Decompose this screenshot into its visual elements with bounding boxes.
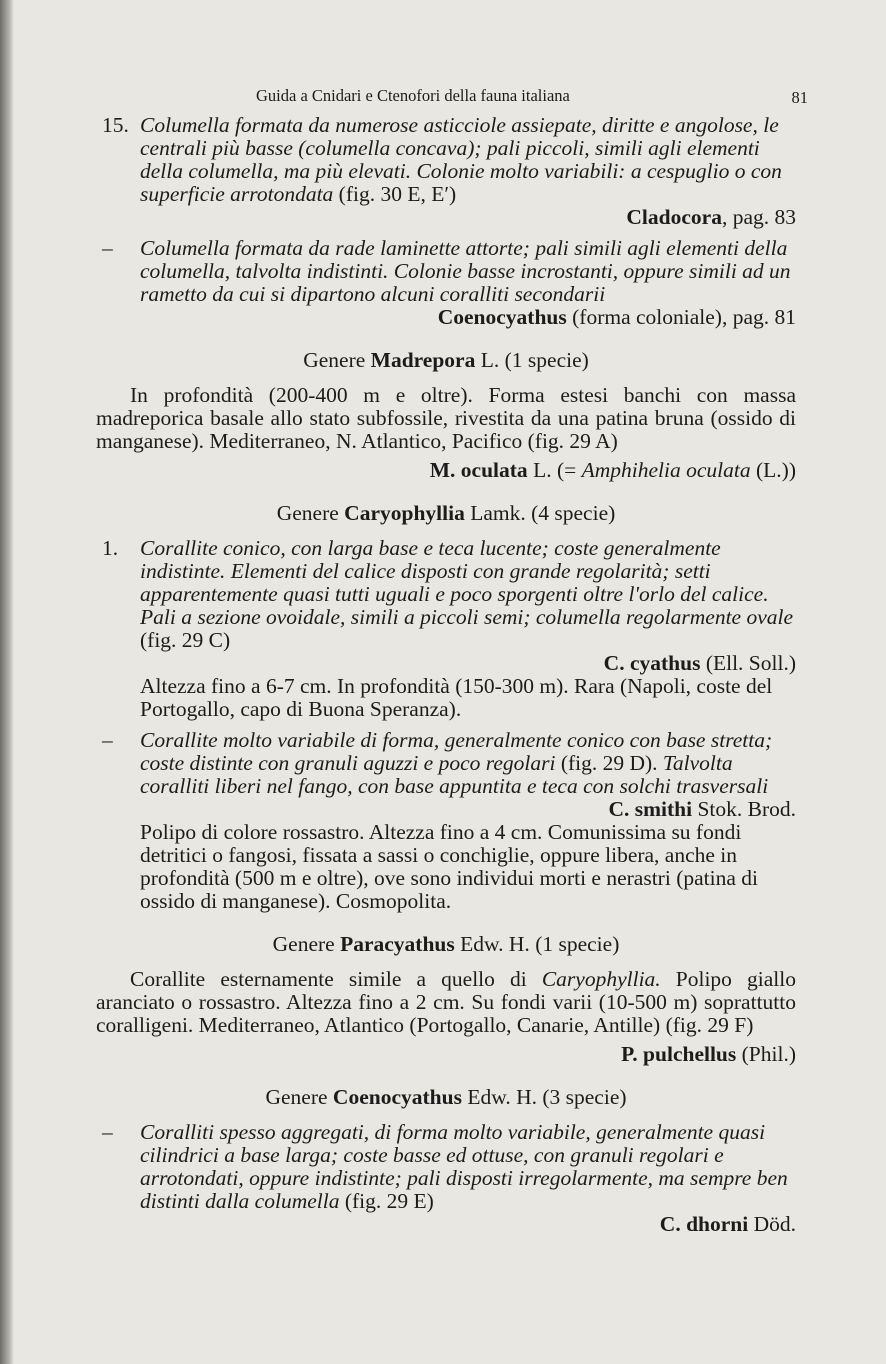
species-name: P. pulchellus [621, 1042, 737, 1066]
genus-author: Lamk. [470, 501, 526, 525]
genus-species-count: (1 specie) [535, 932, 620, 956]
key-text-continued: Talvolta coralliti liberi nel fango, con base appuntita e teca con solchi trasversali [140, 751, 769, 798]
synonym-suffix: (L.)) [756, 458, 796, 482]
species-name: C. cyathus [603, 651, 701, 675]
species-author: Stok. Brod. [697, 797, 796, 821]
book-spine-shadow [0, 0, 14, 1364]
description-genus-ref: Caryophyllia. [541, 967, 661, 991]
species-name: M. oculata [429, 458, 528, 482]
figure-ref: (fig. 30 E, E′) [338, 182, 457, 206]
genus-name: Paracyathus [340, 932, 455, 956]
species-line [140, 1213, 796, 1236]
species-description: Polipo di colore rossastro. Altezza fino a 4 cm. Comunissima su fondi detritici o fangosi, fissata a sassi o conchiglie, oppure libera, anche in profondità (500 m e oltre), ove sono individui morti e nerastri (patina di ossido di manganese). Cosmopolita. [140, 820, 758, 913]
synonym-prefix: (= [556, 458, 577, 482]
figure-ref: (fig. 29 E) [344, 1189, 434, 1213]
key-result [140, 306, 796, 329]
species-author: L. [533, 458, 552, 482]
key-entry-15-alt [96, 237, 796, 329]
genus-species-count: (3 specie) [542, 1085, 627, 1109]
species-author: (Ell. Soll.) [705, 651, 796, 675]
genus-author: Edw. H. [467, 1085, 537, 1109]
key-text: Columella formata da rade laminette attorte; pali simili agli elementi della columella, talvolta indistinti. Colonie basse incrostanti, oppure simili ad un rametto da cui si dipartono alcuni coralliti secondarii [140, 236, 791, 306]
key-result-name: Cladocora [626, 205, 722, 229]
key-entry-1-alt [96, 729, 796, 913]
genus-heading-caryophyllia [96, 502, 796, 525]
genus-heading-paracyathus [96, 933, 796, 956]
genus-prefix: Genere [276, 501, 339, 525]
key-result: Cladocora, pag. 83 [626, 205, 796, 229]
key-result-note: (forma coloniale), [572, 305, 728, 329]
species-line [96, 459, 796, 482]
genus-name: Madrepora [370, 348, 476, 372]
genus-prefix: Genere [265, 1085, 328, 1109]
key-entry-15 [96, 114, 796, 229]
synonym-name: Amphihelia oculata [581, 458, 751, 482]
genus-prefix: Genere [272, 932, 335, 956]
species-line [140, 652, 796, 675]
key-marker: 1. [102, 536, 119, 560]
species-author: Död. [753, 1212, 796, 1236]
running-head [96, 78, 808, 114]
genus-description: In profondità (200-400 m e oltre). Forma estesi banchi con massa madreporica basale allo stato subfossile, rivestita da una patina bruna (ossido di manganese). Mediterraneo, N. Atlantico, Pacifico (fig. 29 A) [96, 383, 796, 453]
genus-prefix: Genere [303, 348, 366, 372]
genus-name: Coenocyathus [332, 1085, 462, 1109]
figure-ref: (fig. 29 C) [140, 628, 231, 652]
figure-ref: (fig. 29 D). [560, 751, 658, 775]
species-name: C. dhorni [659, 1212, 749, 1236]
key-marker: 15. [102, 113, 129, 137]
key-entry-coenocyathus-alt [96, 1121, 796, 1236]
genus-author: L. [480, 348, 500, 372]
genus-heading-coenocyathus [96, 1086, 796, 1109]
page-number: 81 [791, 88, 808, 107]
species-line [96, 1043, 796, 1066]
species-author: (Phil.) [741, 1042, 796, 1066]
key-result-page: pag. 81 [732, 305, 796, 329]
key-text: Coralliti spesso aggregati, di forma molto variabile, generalmente quasi cilindrici a base larga; coste basse ed ottuse, con granuli regolari e arrotondati, oppure indistinte; pali disposti irregolarmente, ma sempre ben distinti dalla columella [140, 1120, 788, 1213]
running-head-title: Guida a Cnidari e Ctenofori della fauna italiana [256, 86, 570, 105]
key-result-page: pag. 83 [732, 205, 796, 229]
description-text: Corallite esternamente simile a quello di [130, 967, 527, 991]
species-description: Altezza fino a 6-7 cm. In profondità (150-300 m). Rara (Napoli, coste del Portogallo, capo di Buona Speranza). [140, 674, 773, 721]
genus-author: Edw. H. [460, 932, 530, 956]
genus-species-count: (1 specie) [504, 348, 589, 372]
key-marker: – [102, 728, 113, 752]
genus-description [96, 968, 796, 1037]
species-line [140, 798, 796, 821]
genus-species-count: (4 specie) [531, 501, 616, 525]
species-name: C. smithi [608, 797, 693, 821]
key-entry-1 [96, 537, 796, 721]
key-result-name: Coenocyathus [437, 305, 567, 329]
key-marker: – [102, 1120, 113, 1144]
genus-heading-madrepora [96, 349, 796, 372]
key-text: Corallite conico, con larga base e teca lucente; coste generalmente indistinte. Elementi del calice disposti con grande regolarità; setti apparentemente quasi tutti uguali e poco sporgenti oltre l'orlo del calice. Pali a sezione ovoidale, simili a piccoli semi; columella regolarmente ovale [140, 536, 794, 629]
description-text-continued: Polipo giallo aranciato o rossastro. Altezza fino a 2 cm. Su fondi varii (10-500 m) soprattutto coralligeni. Mediterraneo, Atlantico (Portogallo, Canarie, Antille) (fig. 29 F) [96, 967, 797, 1037]
key-marker: – [102, 236, 113, 260]
key-text: Corallite molto variabile di forma, generalmente conico con base stretta; coste distinte con granuli aguzzi e poco regolari [140, 728, 773, 775]
key-text: Columella formata da numerose asticciole assiepate, diritte e angolose, le centrali più basse (columella concava); pali piccoli, simili agli elementi della columella, ma più elevati. Colonie molto variabili: a cespuglio o con superficie arrotondata [140, 113, 782, 206]
genus-name: Caryophyllia [344, 501, 465, 525]
page [96, 78, 808, 1244]
